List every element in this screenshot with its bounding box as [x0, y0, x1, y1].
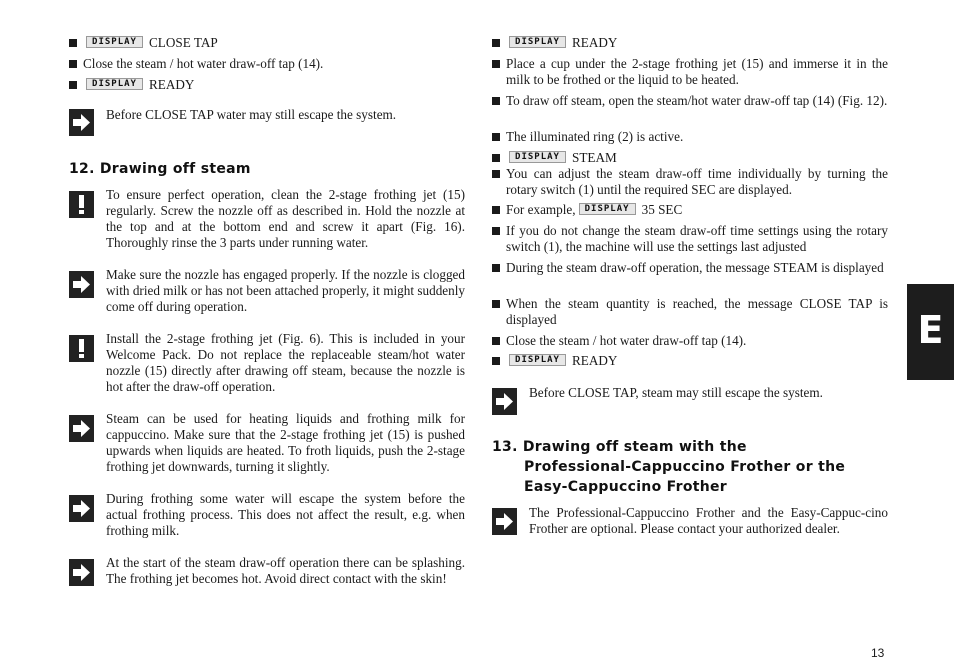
paragraph: Steam can be used for heating liquids and frothing milk for cappuccino. Make sure that the 2-stage frothing jet (15) is pushed upwards when liquids are heated. To froth liquids, push the 2-stage frothing jet downwards, turning it slightly. — [106, 411, 465, 474]
note-text: Before CLOSE TAP, steam may still escape the system. — [529, 385, 823, 400]
paragraph: During frothing some water will escape the system before the actual frothing process. This does not affect the result, e.g. when frothing milk. — [106, 491, 465, 538]
bullet — [492, 39, 500, 47]
bullet — [492, 97, 500, 105]
list-item: During the steam draw-off operation, the message STEAM is displayed — [492, 260, 888, 276]
warning-icon — [69, 335, 94, 362]
bullet — [492, 154, 500, 162]
arrow-right-icon — [69, 415, 94, 442]
bullet — [492, 264, 500, 272]
paragraph: Make sure the nozzle has engaged properly. If the nozzle is clogged with dried milk or has not been attached properly, it might suddenly come off during operation. — [106, 267, 465, 314]
bullet — [492, 60, 500, 68]
bullet — [492, 206, 500, 214]
list-item: Place a cup under the 2-stage frothing jet (15) and immerse it in the milk to be frothed or the liquid to be heated. — [492, 56, 888, 88]
arrow-right-icon — [69, 495, 94, 522]
arrow-right-icon — [492, 388, 517, 415]
list-item: If you do not change the steam draw-off time settings using the rotary switch (1), the machine will use the settings last adjusted — [492, 223, 888, 255]
bullet — [69, 60, 77, 68]
paragraph: At the start of the steam draw-off operation there can be splashing. The frothing jet becomes hot. Avoid direct contact with the skin! — [106, 555, 465, 586]
language-tab: E — [907, 284, 954, 380]
list-item: You can adjust the steam draw-off time individually by turning the rotary switch (1) until the required SEC are displayed. — [492, 166, 888, 198]
bullet — [492, 300, 500, 308]
bullet — [492, 227, 500, 235]
paragraph: The Professional-Cappuccino Frother and the Easy-Cappuc-cino Frother are optional. Please contact your authorized dealer. — [529, 505, 888, 536]
section-heading: 12. Drawing off steam — [69, 161, 251, 177]
display-indicator: DISPLAY — [86, 78, 143, 90]
arrow-right-icon — [69, 109, 94, 136]
display-indicator: DISPLAY — [509, 36, 566, 48]
arrow-right-icon — [492, 508, 517, 535]
bullet — [492, 337, 500, 345]
paragraph: Install the 2-stage frothing jet (Fig. 6). This is included in your Welcome Pack. Do not replace the replaceable steam/hot water nozzle (15) directly after drawing off steam, because the nozzle is hot after the draw-off operation. — [106, 331, 465, 394]
bullet — [492, 133, 500, 141]
arrow-right-icon — [69, 559, 94, 586]
display-indicator: DISPLAY — [579, 203, 636, 215]
note-text: Before CLOSE TAP water may still escape the system. — [106, 107, 397, 122]
section-heading: 13. Drawing off steam with the Professional-Cappuccino Frother or the Easy-Cappuccino Frother — [492, 439, 846, 495]
warning-icon — [69, 191, 94, 218]
display-indicator: DISPLAY — [86, 36, 143, 48]
paragraph: To ensure perfect operation, clean the 2-stage frothing jet (15) regularly. Screw the nozzle off as described in. Hold the nozzle at the top and at the bottom end and screw it apart (Fig. 16). Thoroughly rinse the 3 parts under running water. — [106, 187, 465, 250]
bullet — [492, 357, 500, 365]
display-indicator: DISPLAY — [509, 151, 566, 163]
display-indicator: DISPLAY — [509, 354, 566, 366]
page-number: 13 — [871, 646, 885, 660]
bullet — [69, 81, 77, 89]
list-item: To draw off steam, open the steam/hot water draw-off tap (14) (Fig. 12). — [492, 93, 888, 109]
bullet — [492, 170, 500, 178]
arrow-right-icon — [69, 271, 94, 298]
list-item: When the steam quantity is reached, the message CLOSE TAP is displayed — [492, 296, 888, 328]
bullet — [69, 39, 77, 47]
